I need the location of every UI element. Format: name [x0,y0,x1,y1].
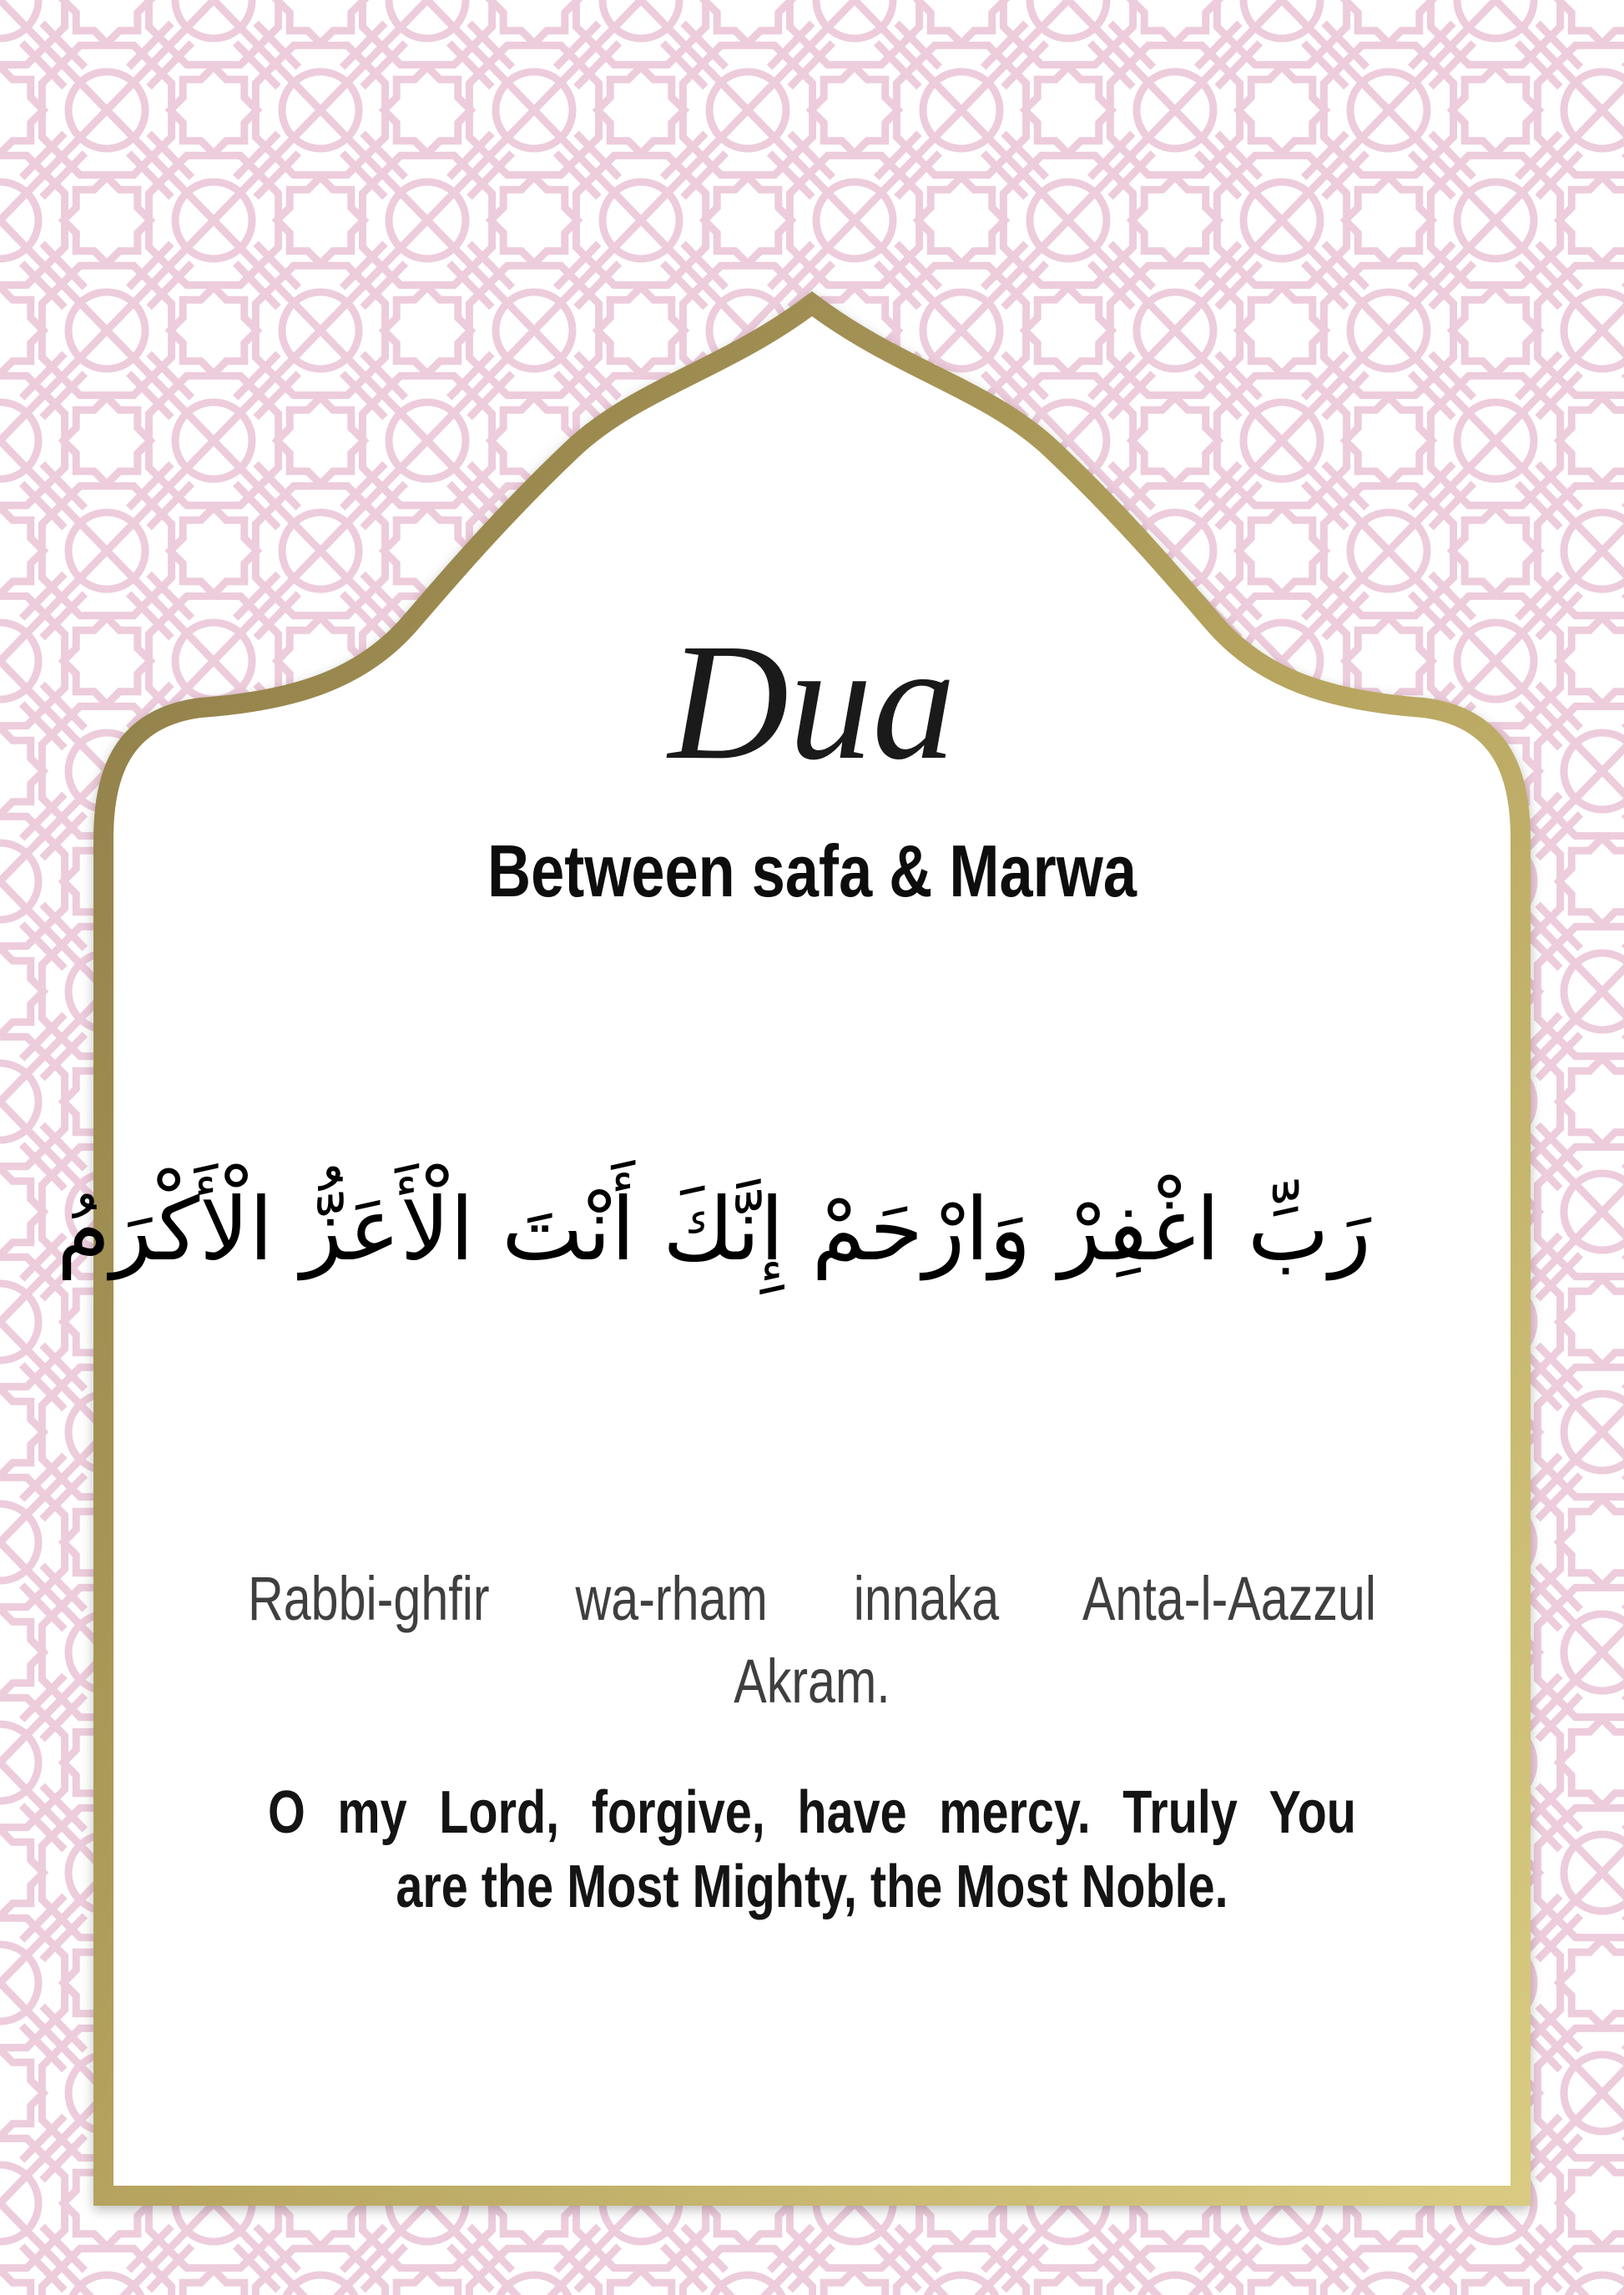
translation-block [268,1776,1356,1924]
script-title: Dua [668,610,956,794]
transliteration-block [248,1557,1376,1723]
transliteration-line-2: Akram. [734,1647,890,1716]
arabic-dua-text: رَبِّ اغْفِرْ وَارْحَمْ إِنَّكَ أَنْتَ الْأَعَزُّ الْأَكْرَمُ [56,1178,1371,1280]
transliteration-line-1: Rabbi-ghfir wa-rham innaka Anta-l-Aazzul [248,1564,1376,1633]
card-heading: Between safa & Marwa [487,830,1137,912]
translation-line-2: are the Most Mighty, the Most Noble. [396,1854,1228,1920]
translation-line-1: O my Lord, forgive, have mercy. Truly You [268,1779,1356,1846]
